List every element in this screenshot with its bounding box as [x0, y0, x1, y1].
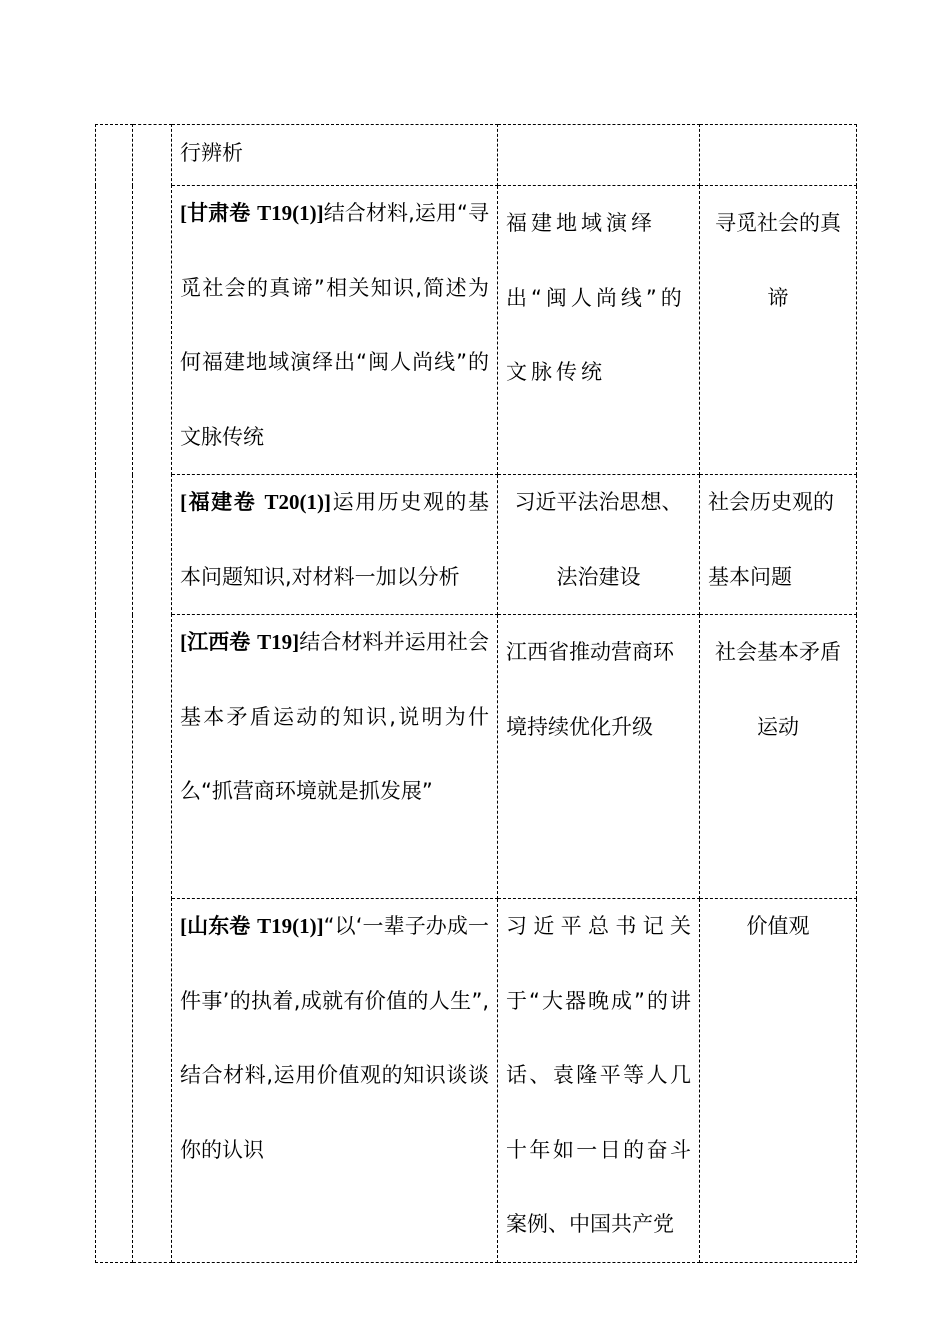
knowledge-text: 社会基本矛盾运动 [715, 640, 841, 739]
exam-analysis-table [95, 124, 857, 1263]
question-cell: [江西卷 T19]结合材料并运用社会基本矛盾运动的知识,说明为什么“抓营商环境就是抓发展” [172, 615, 498, 899]
source-code: T19(1) [257, 201, 317, 225]
knowledge-cell [700, 125, 857, 186]
table-row [96, 475, 857, 615]
knowledge-text: 社会历史观的基本问题 [708, 490, 834, 589]
source-region: 山东卷 [187, 914, 251, 938]
table-row [96, 899, 857, 1263]
knowledge-cell [700, 615, 857, 899]
question-text: “以‘一辈子办成一件事’的执着,成就有价值的人生”,结合材料,运用价值观的知识谈谈你的认识 [180, 914, 489, 1162]
source-region: 福建卷 [187, 490, 257, 514]
source-region: 江西卷 [187, 630, 251, 654]
category-cell [96, 125, 133, 1263]
material-text: 福建地域演绎出“闽人尚线”的文脉传统 [506, 211, 686, 384]
source-code: T20(1) [264, 490, 325, 514]
table-row [96, 186, 857, 475]
source-region: 甘肃卷 [187, 201, 251, 225]
question-text: 行辨析 [180, 141, 243, 165]
knowledge-cell [700, 475, 857, 615]
material-text: 江西省推动营商环境持续优化升级 [506, 640, 674, 739]
material-cell [498, 186, 700, 475]
question-cell: [山东卷 T19(1)]“以‘一辈子办成一件事’的执着,成就有价值的人生”,结合材料,运用价值观的知识谈谈你的认识 [172, 899, 498, 1263]
source-code: T19 [257, 630, 293, 654]
material-cell [498, 615, 700, 899]
knowledge-cell [700, 899, 857, 1263]
knowledge-cell [700, 186, 857, 475]
material-cell [498, 899, 700, 1263]
material-cell [498, 125, 700, 186]
question-cell: [甘肃卷 T19(1)]结合材料,运用“寻觅社会的真谛”相关知识,简述为何福建地域演绎出“闽人尚线”的文脉传统 [172, 186, 498, 475]
knowledge-text: 价值观 [746, 914, 810, 938]
table-row [96, 615, 857, 899]
material-text: 习近平总书记关于“大器晚成”的讲话、袁隆平等人几十年如一日的奋斗案例、中国共产党 [506, 914, 691, 1236]
question-cell: [福建卷 T20(1)]运用历史观的基本问题知识,对材料一加以分析 [172, 475, 498, 615]
question-text: 结合材料,运用“寻觅社会的真谛”相关知识,简述为何福建地域演绎出“闽人尚线”的文脉传统 [180, 201, 489, 449]
knowledge-text: 寻觅社会的真谛 [715, 211, 841, 310]
question-text: 结合材料并运用社会基本矛盾运动的知识,说明为什么“抓营商环境就是抓发展” [180, 630, 490, 803]
material-text: 习近平法治思想、法治建设 [514, 490, 683, 589]
question-text: 运用历史观的基本问题知识,对材料一加以分析 [180, 490, 490, 589]
source-code: T19(1) [257, 914, 317, 938]
material-cell [498, 475, 700, 615]
subcategory-cell [133, 125, 172, 1263]
